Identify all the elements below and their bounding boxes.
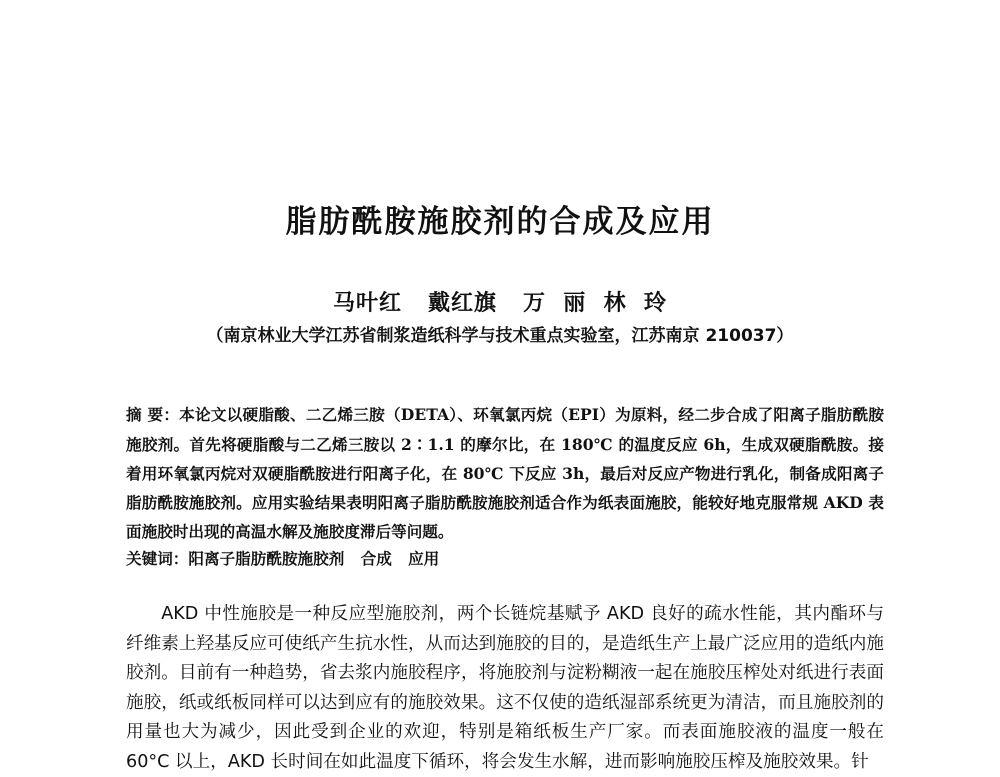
author-list: 马叶红 戴红旗 万 丽 林 玲 xyxy=(333,291,667,316)
keywords-label: 关键词： xyxy=(126,550,189,568)
keywords xyxy=(126,546,884,572)
body-paragraph: AKD 中性施胶是一种反应型施胶剂，两个长链烷基赋予 AKD 良好的疏水性能，其内酯环与纤维素上羟基反应可使纸产生抗水性，从而达到施胶的目的，是造纸生产上最广泛应用的造纸内施胶剂。目前有一种趋势，省去浆内施胶程序，将施胶剂与淀粉糊液一起在施胶压榨处对纸进行表面施胶，纸或纸板同样可以达到应有的施胶效果。这不仅使的造纸湿部系统更为清洁，而且施胶剂的用量也大为减少，因此受到企业的欢迎，特别是箱纸板生产厂家。而表面施胶液的温度一般在 60°C 以上，AKD 长时间在如此温度下循环，将会发生水解，进而影响施胶压榨及施胶效果。针 xyxy=(126,604,884,772)
author-affiliation: （南京林业大学江苏省制浆造纸科学与技术重点实验室，江苏南京 210037） xyxy=(206,326,794,346)
abstract xyxy=(126,400,884,546)
paper-title: 脂肪酰胺施胶剂的合成及应用 xyxy=(285,204,715,240)
abstract-label: 摘 要： xyxy=(126,406,180,424)
abstract-text: 本论文以硬脂酸、二乙烯三胺（DETA）、环氧氯丙烷（EPI）为原料，经二步合成了阳离子脂肪酰胺施胶剂。首先将硬脂酸与二乙烯三胺以 2∶1.1 的摩尔比，在 180℃ 的温度反应 6h，生成双硬脂酰胺。接着用环氧氯丙烷对双硬脂酰胺进行阳离子化，在 80℃ 下反应 3h，最后对反应产物进行乳化，制备成阳离子脂肪酰胺施胶剂。应用实验结果表明阳离子脂肪酰胺施胶剂适合作为纸表面施胶，能较好地克服常规 AKD 表面施胶时出现的高温水解及施胶度滞后等问题。 xyxy=(126,405,884,541)
keywords-text: 阳离子脂肪酰胺施胶剂 合成 应用 xyxy=(188,549,440,568)
